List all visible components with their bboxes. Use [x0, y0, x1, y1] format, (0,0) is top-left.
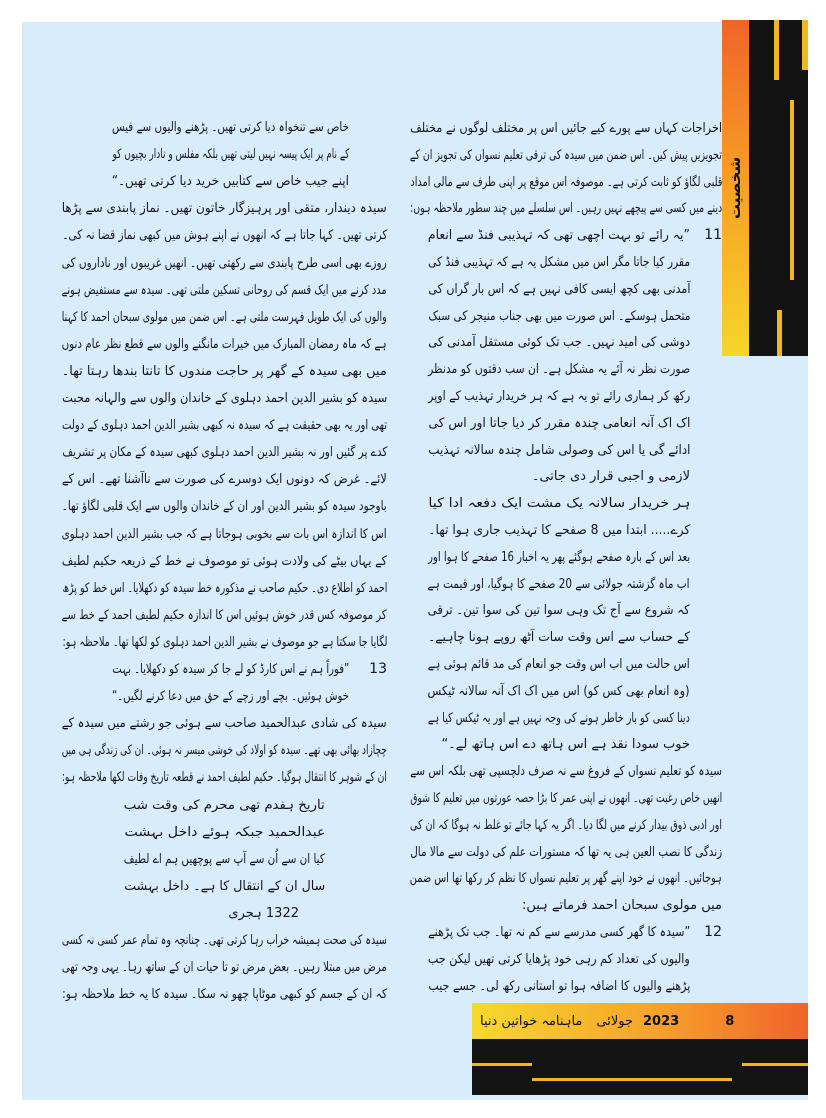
line-text: 1322 ہجری — [228, 905, 299, 921]
line-text: اب ماہ گزشتہ جولائی سے 20 صفحے کا ہوگیا، اور قیمت ہے — [428, 576, 690, 592]
text-line — [410, 705, 722, 732]
line-text: سیدہ کو بشیر الدین احمد دہلوی کے خاندان والوں سے والہانہ محبت — [62, 391, 387, 406]
quote-reference-number: 11 — [704, 227, 722, 244]
line-text: باوجود سیدہ کو بشیر الدین اور ان کے خاندان والوں سے ایک قلبی لگاؤ تھا۔ — [62, 499, 387, 515]
text-line — [62, 277, 387, 304]
line-text: رکھ کر ہماری رائے تو یہ ہے کہ ہر خریدار تہذیب کے اوپر — [428, 389, 690, 404]
text-line — [62, 412, 387, 439]
right-column — [410, 115, 722, 1015]
text-line — [410, 115, 722, 142]
line-text: زندگی کا نصب العین ہی یہ تھا کہ مستورات علم کی دولت سے مالا مال — [410, 844, 722, 860]
text-line — [62, 548, 387, 575]
line-text: بعد اس کے بارہ صفحے ہوگئے پھر یہ اخبار 16 صفحے کا ہوا اور — [428, 549, 690, 565]
line-text: لگایا جا سکتا ہے جو موصوف نے بشیر الدین احمد دہلوی کو لکھا تھا۔ ملاحظہ ہو: — [62, 634, 387, 650]
text-line — [62, 792, 387, 819]
text-line — [62, 629, 387, 656]
text-line — [62, 521, 387, 548]
poem-verse: سال ان کے انتقال کا ہے۔ داخل بہشت — [124, 878, 325, 894]
line-text: والیوں کی تعداد کم رہی خود پڑھایا کرتی تھیں لیکن جب — [428, 951, 690, 967]
text-line — [62, 331, 387, 358]
line-text: مقرر کیا جاتا مگر اس میں مشکل یہ ہے کہ تہذیبی فنڈ کی — [428, 255, 690, 270]
text-line — [410, 303, 722, 330]
line-text: میں مولوی سبحان احمد فرماتے ہیں: — [521, 898, 722, 914]
text-line — [62, 222, 387, 249]
text-line — [62, 900, 387, 927]
text-line — [62, 602, 387, 629]
text-line — [62, 954, 387, 981]
line-text: سیدہ کی شادی عبدالحمید صاحب سے ہوئی جو رشتے میں سیدہ کے — [62, 716, 387, 732]
text-line — [62, 710, 387, 737]
line-text: لائے۔ غرض کہ دونوں ایک دوسرے کی صورت سے ناآشنا تھے۔ اس کے — [62, 472, 387, 488]
line-text: سیدہ دیندار، متقی اور پرہیزگار خاتون تھیں۔ نماز پابندی سے پڑھا — [62, 201, 387, 217]
text-line — [410, 463, 722, 490]
line-text: میں بھی سیدہ کے گھر پر حاجت مندوں کا تانتا بندھا رہتا تھا۔ — [62, 363, 387, 379]
text-line — [410, 973, 722, 1000]
line-text: اور ادبی ذوق بیدار کرنے میں لگا دیا۔ اگر یہ کہا جائے تو غلط نہ ہوگا کہ ان کی — [410, 817, 722, 833]
text-line — [410, 892, 722, 919]
text-line — [62, 195, 387, 222]
text-line — [410, 222, 722, 249]
text-line — [62, 304, 387, 331]
issue-year: 2023 — [643, 1013, 680, 1029]
text-line — [62, 764, 387, 791]
text-line — [410, 169, 722, 196]
text-line — [410, 437, 722, 464]
text-line — [62, 358, 387, 385]
line-text: کہ شروع سے آج تک وہی سوا تین کی سوا تین۔ ترقی — [428, 603, 690, 619]
text-line — [410, 383, 722, 410]
line-text: کے نام پر ایک پیسہ نہیں لیتی تھیں بلکہ مفلس و نادار بچیوں کو — [112, 147, 349, 163]
line-text: کرتی تھیں۔ کہا جاتا ہے کہ انھوں نے اپنے ہوش میں کبھی نماز قضا نہ کی۔ — [62, 228, 387, 244]
line-text: مدد کرنے میں ایک قسم کی روحانی تسکین ملتی تھی۔ سیدہ سے مستفیض ہونے — [62, 282, 387, 298]
text-line — [62, 114, 387, 141]
text-line — [410, 517, 722, 544]
line-text: کرے..... ابتدا میں 8 صفحے کا تہذیب جاری ہوا تھا۔ — [428, 523, 690, 538]
line-text: دینا کسی کو بار خاطر ہونے کی وجہ نہیں ہے اور یہ ٹیکس کیا ہے — [428, 710, 690, 726]
text-line — [410, 195, 722, 222]
line-text: کے حساب سے اس وقت سات آٹھ روپے ہونا چاہیے۔ — [428, 630, 690, 646]
text-line — [62, 819, 387, 846]
line-text: والوں کی ایک طویل فہرست ملتی ہے۔ اس ضمن میں مولوی سبحان احمد کا کہنا — [62, 309, 387, 325]
line-text: آمدنی بھی کچھ ایسی کافی نہیں ہے کہ اس بار گراں کی — [428, 281, 690, 297]
line-text: ”فوراً ہم نے اس کارڈ کو لے جا کر سیدہ کو دکھلایا۔ بہت — [112, 662, 349, 677]
text-line — [410, 249, 722, 276]
line-text: چچازاد بھائی بھی تھے۔ سیدہ کو اولاد کی خوشی میسر نہ ہوئی۔ ان کی زندگی ہی میں — [62, 743, 387, 759]
line-text: اک اک آنہ انعامی چندہ مقرر کر دیا جاتا اور اس کی — [428, 415, 690, 431]
magazine-name: ماہنامہ خواتین دنیا — [480, 1013, 583, 1029]
page-number: 8 — [725, 1013, 735, 1029]
line-text: احمد کو اطلاع دی۔ حکیم صاحب نے مذکورہ خط سیدہ کو دکھلایا۔ اس خط کو پڑھ — [62, 580, 387, 596]
text-line — [62, 250, 387, 277]
line-text: خوش ہوئیں۔ بچے اور زچے کے حق میں دعا کرنے لگیں۔“ — [112, 689, 349, 705]
line-text: کے یہاں بیٹے کی ولادت ہوئی تو موصوف نے خط کے ذریعہ حکیم لطیف — [62, 553, 387, 569]
line-text: ادائے گی یا اس کی وصولی شامل چندہ سالانہ تہذیب — [428, 442, 690, 458]
text-line — [410, 356, 722, 383]
text-line — [410, 919, 722, 946]
text-line — [410, 142, 722, 169]
line-text: کدے پر گئیں اور نہ بشیر الدین احمد دہلوی کبھی سیدہ کے مکان پر تشریف — [62, 445, 387, 461]
text-line — [62, 927, 387, 954]
text-line — [410, 544, 722, 571]
text-line — [410, 839, 722, 866]
line-text: سیدہ کو تعلیم نسواں کے فروغ سے نہ صرف دلچسپی تھی بلکہ اس سے — [410, 764, 722, 780]
line-text: ہوجائیں۔ انھوں نے خود اپنے گھر پر تعلیم نسواں کا نظم کر رکھا تھا اس ضمن — [410, 871, 722, 887]
text-line — [410, 276, 722, 303]
text-line — [410, 329, 722, 356]
text-line — [410, 651, 722, 678]
text-line — [410, 624, 722, 651]
text-line — [62, 656, 387, 683]
line-text: خوب سودا نقد ہے اس ہاتھ دے اس ہاتھ لے۔“ — [441, 737, 690, 753]
quote-reference-number: 12 — [704, 924, 722, 940]
text-line — [410, 731, 722, 758]
line-text: کر موصوفہ کس قدر خوش ہوئیں اس کا اندازہ حکیم لطیف احمد کے خط سے — [62, 607, 387, 623]
line-text: انھیں خاص رغبت تھی۔ انھوں نے اپنی عمر کا بڑا حصہ عورتوں میں تعلیم کا شوق — [410, 791, 722, 806]
text-line — [410, 571, 722, 598]
line-text: اخراجات کہاں سے پورے کیے جائیں اس پر مختلف لوگوں نے مختلف — [410, 121, 722, 136]
page-footer — [472, 1003, 808, 1095]
line-text: سیدہ کی صحت ہمیشہ خراب رہا کرتی تھی۔ چنانچہ وہ تمام عمر کسی نہ کسی — [62, 933, 387, 948]
line-text: ان کے شوہر کا انتقال ہوگیا۔ حکیم لطیف احمد نے قطعہ تاریخ وفات لکھا ملاحظہ ہو: — [62, 770, 387, 786]
text-line — [410, 597, 722, 624]
section-label: شخصیت — [726, 156, 744, 220]
text-line — [62, 439, 387, 466]
text-line — [62, 575, 387, 602]
text-line — [62, 873, 387, 900]
footer-text-row — [480, 1003, 734, 1039]
line-text: اس کا اندازہ اس بات سے بخوبی ہوجاتا ہے کہ جب بشیر الدین احمد دہلوی — [62, 526, 387, 542]
text-line — [410, 410, 722, 437]
line-text: دینے میں کسی سے پیچھے نہیں رہیں۔ اس سلسلے میں چند سطور ملاحظہ ہوں: — [410, 201, 722, 217]
line-text: تھی اور یہ بھی حقیقت ہے کہ سیدہ نہ کبھی بشیر الدین احمد دہلوی کے دولت — [62, 418, 387, 434]
line-text: قلبی لگاؤ کو ثابت کرتی ہے۔ موصوفہ اس موقع پر اپنی طرف سے مالی امداد — [410, 174, 722, 190]
text-line — [62, 683, 387, 710]
line-text: کہ ان کے جسم کو کبھی موٹاپا چھو نہ سکا۔ سیدہ کا یہ خط ملاحظہ ہو: — [62, 987, 387, 1003]
text-line — [62, 737, 387, 764]
text-line — [410, 812, 722, 839]
text-line — [410, 785, 722, 812]
text-line — [62, 466, 387, 493]
line-text: دوشی کی امید نہیں۔ جب تک کوئی مستقل آمدنی کی — [428, 335, 690, 351]
line-text: تجویزیں پیش کیں۔ اس ضمن میں سیدہ کی ترقی تعلیم نسواں کی تجویز ان کے — [410, 147, 722, 163]
quote-reference-number: 13 — [369, 661, 387, 677]
line-text: پڑھنے والیوں کا اضافہ ہوا تو استانی رکھ لی۔ جسے جیب — [428, 978, 690, 994]
text-line — [62, 981, 387, 1008]
text-line — [410, 678, 722, 705]
line-text: اپنے جیب خاص سے کتابیں خرید دیا کرتی تھیں۔“ — [112, 174, 349, 190]
line-text: (وہ انعام بھی کس کو) اس میں اک اک آنہ سالانہ ٹیکس — [428, 683, 690, 699]
line-text: روزے بھی اسی طرح پابندی سے رکھتی تھیں۔ انھیں غریبوں اور ناداروں کی — [62, 255, 387, 271]
text-line — [62, 846, 387, 873]
line-text: ہر خریدار سالانہ یک مشت ایک دفعہ ادا کیا — [428, 496, 690, 512]
poem-verse: تاریخ ہفدم تھی محرم کی وقت شب — [123, 797, 325, 813]
line-text: متحمل ہوسکے۔ اس صورت میں بھی جناب منیجر کی سبک — [428, 308, 690, 324]
text-line — [62, 141, 387, 168]
text-line — [410, 490, 722, 517]
issue-month: جولائی — [596, 1013, 633, 1029]
line-text: خاص سے تنخواہ دیا کرتی تھیں۔ پڑھنے والیوں سے فیس — [112, 120, 349, 135]
line-text: لازمی و اجبی قرار دی جاتی۔ — [531, 469, 690, 485]
poem-verse: عبدالحمید جبکہ ہوئے داخل بہشت — [124, 824, 325, 840]
line-text: صورت نظر نہ آئے یہ مشکل ہے۔ ان سب دقتوں کو مدنظر — [428, 362, 690, 378]
text-line — [62, 168, 387, 195]
line-text: ہے کہ ماہ رمضان المبارک میں خیرات مانگنے والوں سے قطع نظر عام دنوں — [62, 336, 387, 352]
line-text: اس حالت میں اب اس وقت جو انعام کی مد قائم ہوئی ہے — [428, 657, 690, 672]
poem-verse: کیا ان سے اُن سے آپ سے پوچھیں ہم اے لطیف — [124, 851, 325, 867]
text-line — [62, 493, 387, 520]
line-text: ”سیدہ کا گھر کسی مدرسے سے کم نہ تھا۔ جب تک پڑھنے — [428, 925, 690, 940]
text-line — [410, 946, 722, 973]
text-line — [410, 758, 722, 785]
left-column — [62, 114, 387, 1014]
text-line — [62, 385, 387, 412]
line-text: ”یہ رائے تو بہت اچھی تھی کہ تہذیبی فنڈ سے انعام — [428, 228, 690, 244]
line-text: مرض میں مبتلا رہیں۔ بعض مرض تو تا حیات ان کے ساتھ رہا۔ یہی وجہ تھی — [62, 960, 387, 976]
text-line — [410, 865, 722, 892]
